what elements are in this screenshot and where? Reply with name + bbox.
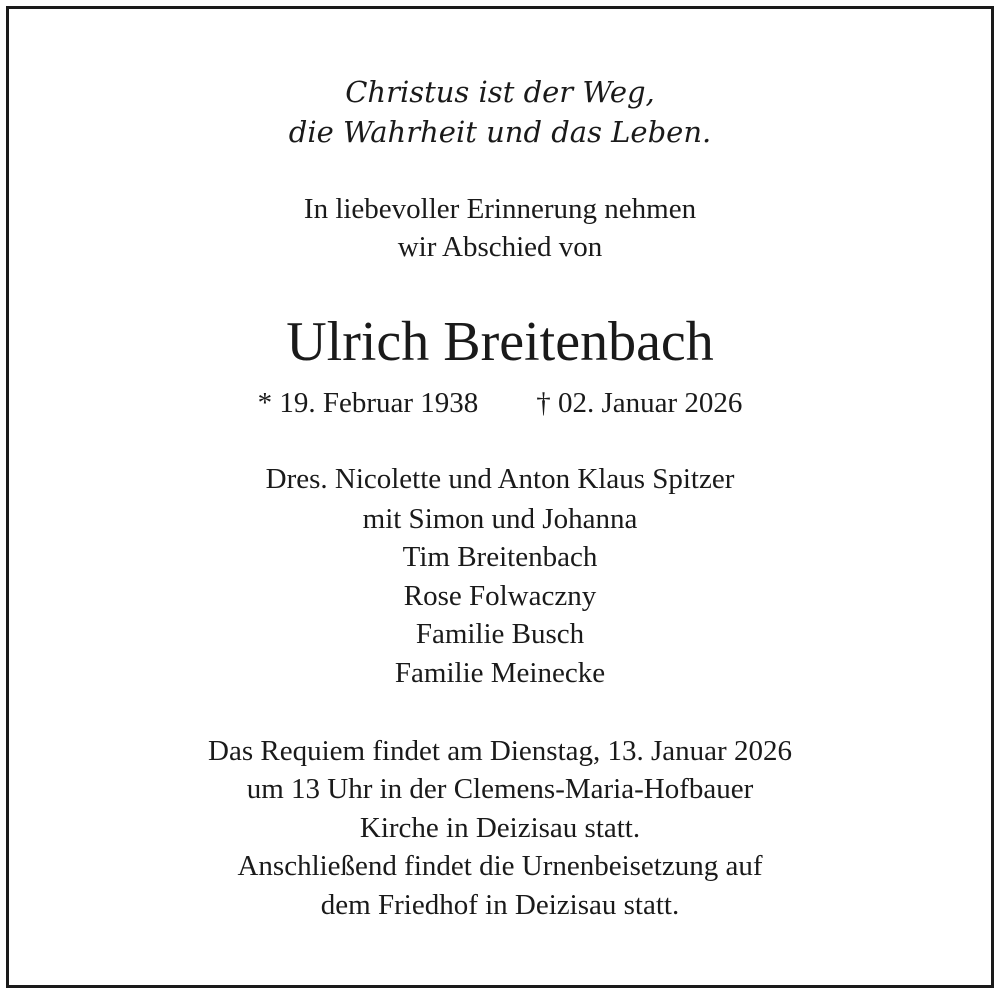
mourner-line: Rose Folwaczny <box>403 580 597 612</box>
death-date: † 02. Januar 2026 <box>536 387 743 419</box>
intro-line-2: wir Abschied von <box>397 231 603 263</box>
deceased-name: Ulrich Breitenbach <box>286 311 714 373</box>
mourner-line: Dres. Nicolette und Anton Klaus Spitzer <box>265 463 735 495</box>
mourner-line: Tim Breitenbach <box>402 541 598 573</box>
service-line: um 13 Uhr in der Clemens-Maria-Hofbauer <box>246 773 754 805</box>
service-line: Anschließend findet die Urnenbeisetzung auf <box>237 850 763 882</box>
birth-date: * 19. Februar 1938 <box>257 387 479 419</box>
mourner-line: Familie Busch <box>415 618 585 650</box>
life-dates <box>0 384 1000 422</box>
mourner-line: mit Simon und Johanna <box>362 503 638 535</box>
service-line: Kirche in Deizisau statt. <box>359 812 641 844</box>
intro-line-1: In liebevoller Erinnerung nehmen <box>303 193 697 225</box>
service-line: dem Friedhof in Deizisau statt. <box>320 889 680 921</box>
mourner-line: Familie Meinecke <box>394 657 606 689</box>
service-line: Das Requiem findet am Dienstag, 13. Januar 2026 <box>208 735 792 767</box>
verse-line-2: die Wahrheit und das Leben. <box>288 115 712 149</box>
verse-line-1: Christus ist der Weg, <box>345 75 655 109</box>
